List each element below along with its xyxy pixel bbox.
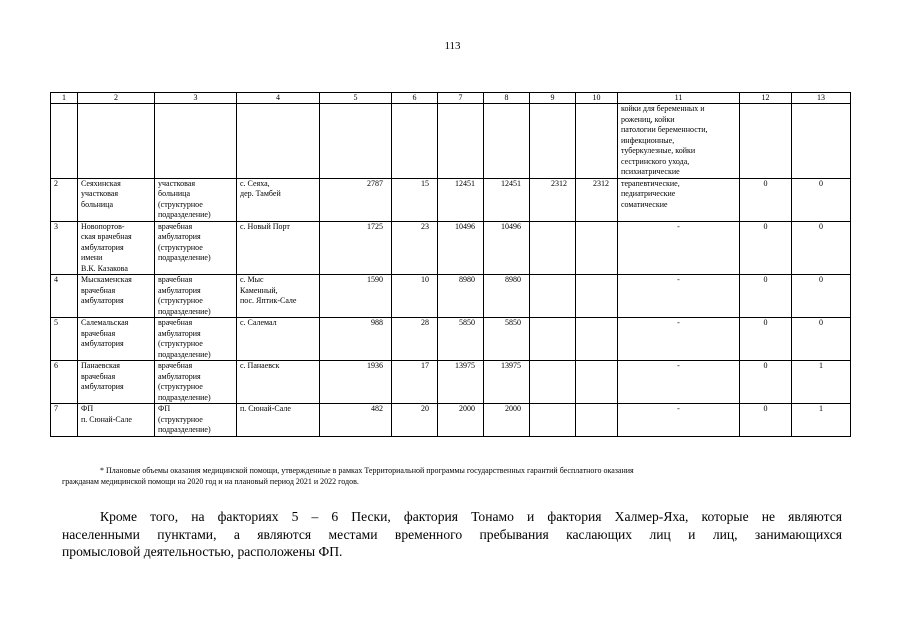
- body-line-2: населенными пунктами, а являются местами временного пребывания каслающих лиц и лиц, занимающихся: [62, 526, 842, 542]
- value-cell: 2000: [484, 404, 530, 437]
- row-number-cell: 5: [51, 318, 78, 361]
- value-cell: 15: [392, 178, 438, 221]
- cell-line: с. Новый Порт: [240, 221, 290, 231]
- value-cell: [576, 318, 618, 361]
- value-cell: 0: [740, 361, 792, 404]
- continuation-row: [51, 104, 851, 179]
- value-cell: 20: [392, 404, 438, 437]
- table-cell: [484, 104, 530, 179]
- facilities-table: [50, 92, 851, 437]
- table-header-row: [51, 93, 851, 104]
- table-cell: [576, 104, 618, 179]
- location-cell: [237, 178, 320, 221]
- cell-line: Новопортов-: [81, 221, 125, 231]
- value-cell: 0: [740, 221, 792, 275]
- table-row: [51, 404, 851, 437]
- cell-line: амбулатория: [81, 339, 124, 348]
- cell-line: психиатрические: [621, 167, 680, 176]
- bed-profile-cell: [618, 361, 740, 404]
- value-cell: 5850: [484, 318, 530, 361]
- table-cell: [78, 104, 155, 179]
- cell-line: подразделение): [158, 253, 211, 262]
- header-cell: 4: [237, 93, 320, 104]
- cell-line: п. Сюнай-Сале: [240, 404, 291, 413]
- value-cell: 0: [740, 318, 792, 361]
- cell-line: Салемальская: [81, 318, 129, 327]
- cell-line: участковая: [158, 178, 196, 188]
- cell-line: с. Салемал: [240, 318, 277, 327]
- value-cell: 13975: [484, 361, 530, 404]
- cell-line: -: [677, 275, 680, 284]
- value-cell: 28: [392, 318, 438, 361]
- page-number: 113: [444, 40, 461, 52]
- cell-line: ская врачебная: [81, 232, 132, 241]
- row-number-cell: 7: [51, 404, 78, 437]
- table-cell: [530, 104, 576, 179]
- footnote: [62, 465, 862, 487]
- cell-line: -: [677, 361, 680, 370]
- bed-profile-cell: [618, 275, 740, 318]
- table-cell: [320, 104, 392, 179]
- value-cell: 0: [792, 275, 851, 318]
- value-cell: [576, 361, 618, 404]
- cell-line: -: [677, 221, 680, 231]
- header-cell: 6: [392, 93, 438, 104]
- location-cell: [237, 361, 320, 404]
- cell-line: врачебная: [158, 318, 193, 327]
- body-line-1: Кроме того, на факториях 5 – 6 Пески, фактория Тонамо и фактория Халмер-Яха, которые не являются: [100, 509, 842, 524]
- footnote-line-2: гражданам медицинской помощи на 2020 год и на плановый период 2021 и 2022 годов.: [62, 477, 359, 486]
- value-cell: 482: [320, 404, 392, 437]
- cell-line: амбулатория: [158, 371, 201, 381]
- cell-line: пос. Яптик-Сале: [240, 296, 297, 305]
- facility-type-cell: [155, 318, 237, 361]
- header-cell: 2: [78, 93, 155, 104]
- value-cell: [530, 318, 576, 361]
- cell-line: дер. Тамбей: [240, 189, 281, 198]
- facility-name-cell: [78, 275, 155, 318]
- cell-line: врачебная: [81, 328, 116, 338]
- header-cell: 5: [320, 93, 392, 104]
- value-cell: 10496: [484, 221, 530, 275]
- cell-line: койки для беременных и: [621, 104, 705, 113]
- value-cell: 1: [792, 361, 851, 404]
- header-cell: 3: [155, 93, 237, 104]
- header-cell: 8: [484, 93, 530, 104]
- row-number-cell: 6: [51, 361, 78, 404]
- cell-line: Сеяхинская: [81, 178, 121, 188]
- cell-line: п. Сюнай-Сале: [81, 414, 132, 424]
- table-cell: [51, 104, 78, 179]
- cell-line: амбулатория: [81, 296, 124, 305]
- cell-line: больница: [81, 199, 113, 209]
- facility-name-cell: [78, 178, 155, 221]
- row-number-cell: 2: [51, 178, 78, 221]
- table-cell: [438, 104, 484, 179]
- facility-type-cell: [155, 178, 237, 221]
- cell-line: больница: [158, 189, 190, 198]
- value-cell: 2312: [530, 178, 576, 221]
- cell-line: подразделение): [158, 306, 211, 316]
- bed-profile-cell: [618, 404, 740, 437]
- facility-type-cell: [155, 221, 237, 275]
- cell-line: инфекционные,: [621, 135, 675, 145]
- table-row: [51, 275, 851, 318]
- cell-line: терапевтические,: [621, 178, 680, 188]
- cell-line: (структурное: [158, 296, 203, 305]
- facility-name-cell: [78, 404, 155, 437]
- value-cell: 12451: [484, 178, 530, 221]
- table-row: [51, 178, 851, 221]
- cell-line: врачебная: [158, 221, 193, 231]
- facility-type-cell: [155, 275, 237, 318]
- value-cell: 2000: [438, 404, 484, 437]
- cell-line: амбулатория: [81, 382, 124, 391]
- value-cell: 10496: [438, 221, 484, 275]
- cell-line: подразделение): [158, 349, 211, 359]
- cell-line: (структурное: [158, 339, 203, 348]
- header-cell: 7: [438, 93, 484, 104]
- table-cell: [237, 104, 320, 179]
- value-cell: 0: [792, 318, 851, 361]
- facility-name-cell: [78, 318, 155, 361]
- header-cell: 9: [530, 93, 576, 104]
- table-cell: [618, 104, 740, 179]
- cell-line: рожениц, койки: [621, 114, 675, 124]
- table-row: [51, 361, 851, 404]
- cell-line: (структурное: [158, 242, 203, 252]
- cell-line: врачебная: [158, 361, 193, 370]
- value-cell: 17: [392, 361, 438, 404]
- cell-line: патологии беременности,: [621, 125, 708, 134]
- value-cell: 0: [792, 178, 851, 221]
- cell-line: подразделение): [158, 392, 211, 402]
- bed-profile-cell: [618, 178, 740, 221]
- body-line-3: промысловой деятельностью, расположены ФП.: [62, 544, 343, 559]
- cell-line: амбулатория: [158, 232, 201, 241]
- value-cell: [576, 275, 618, 318]
- value-cell: 2312: [576, 178, 618, 221]
- value-cell: 23: [392, 221, 438, 275]
- table-cell: [155, 104, 237, 179]
- header-cell: 10: [576, 93, 618, 104]
- cell-line: Каменный,: [240, 285, 278, 295]
- value-cell: 0: [740, 404, 792, 437]
- footnote-line-1: * Плановые объемы оказания медицинской помощи, утвержденные в рамках Территориальной программы государственных гарантий бесплатного оказания: [100, 466, 634, 475]
- value-cell: 1590: [320, 275, 392, 318]
- cell-line: подразделение): [158, 425, 211, 434]
- cell-line: Панаевская: [81, 361, 120, 370]
- location-cell: [237, 221, 320, 275]
- value-cell: [530, 275, 576, 318]
- cell-line: участковая: [81, 189, 119, 198]
- location-cell: [237, 275, 320, 318]
- cell-line: с. Панаевск: [240, 361, 280, 370]
- table-cell: [740, 104, 792, 179]
- cell-line: В.К. Казакова: [81, 263, 128, 273]
- facility-type-cell: [155, 404, 237, 437]
- header-cell: 11: [618, 93, 740, 104]
- bed-profile-cell: [618, 318, 740, 361]
- cell-line: с. Мыс: [240, 275, 264, 284]
- value-cell: [530, 361, 576, 404]
- table-cell: [792, 104, 851, 179]
- cell-line: Мыскаменская: [81, 275, 132, 284]
- value-cell: 2787: [320, 178, 392, 221]
- value-cell: 8980: [438, 275, 484, 318]
- value-cell: 0: [740, 275, 792, 318]
- value-cell: 0: [792, 221, 851, 275]
- value-cell: 1725: [320, 221, 392, 275]
- location-cell: [237, 318, 320, 361]
- cell-line: педиатрические: [621, 189, 676, 198]
- cell-line: -: [677, 318, 680, 327]
- body-paragraph: [62, 508, 842, 561]
- value-cell: 5850: [438, 318, 484, 361]
- cell-line: сестринского ухода,: [621, 156, 690, 166]
- table-body: [51, 93, 851, 437]
- cell-line: с. Сеяха,: [240, 178, 270, 188]
- facility-type-cell: [155, 361, 237, 404]
- cell-line: врачебная: [81, 285, 116, 295]
- facility-name-cell: [78, 361, 155, 404]
- facility-name-cell: [78, 221, 155, 275]
- cell-line: -: [677, 404, 680, 413]
- cell-line: подразделение): [158, 210, 211, 219]
- cell-line: амбулатория: [158, 328, 201, 338]
- value-cell: [576, 404, 618, 437]
- cell-line: туберкулезные, койки: [621, 146, 696, 155]
- table-row: [51, 318, 851, 361]
- cell-line: соматические: [621, 199, 668, 209]
- table-row: [51, 221, 851, 275]
- value-cell: 8980: [484, 275, 530, 318]
- value-cell: [530, 404, 576, 437]
- cell-line: (структурное: [158, 382, 203, 391]
- value-cell: 12451: [438, 178, 484, 221]
- cell-line: амбулатория: [81, 242, 124, 252]
- value-cell: 10: [392, 275, 438, 318]
- cell-line: амбулатория: [158, 285, 201, 295]
- row-number-cell: 4: [51, 275, 78, 318]
- row-number-cell: 3: [51, 221, 78, 275]
- value-cell: 0: [740, 178, 792, 221]
- table-cell: [392, 104, 438, 179]
- value-cell: 1936: [320, 361, 392, 404]
- cell-line: имени: [81, 253, 103, 262]
- cell-line: врачебная: [158, 275, 193, 284]
- header-cell: 12: [740, 93, 792, 104]
- value-cell: 988: [320, 318, 392, 361]
- header-cell: 1: [51, 93, 78, 104]
- cell-line: (структурное: [158, 414, 203, 424]
- cell-line: ФП: [81, 404, 94, 413]
- value-cell: 1: [792, 404, 851, 437]
- value-cell: 13975: [438, 361, 484, 404]
- cell-line: врачебная: [81, 371, 116, 381]
- value-cell: [576, 221, 618, 275]
- header-cell: 13: [792, 93, 851, 104]
- cell-line: ФП: [158, 404, 171, 413]
- cell-line: (структурное: [158, 199, 203, 209]
- value-cell: [530, 221, 576, 275]
- location-cell: [237, 404, 320, 437]
- bed-profile-cell: [618, 221, 740, 275]
